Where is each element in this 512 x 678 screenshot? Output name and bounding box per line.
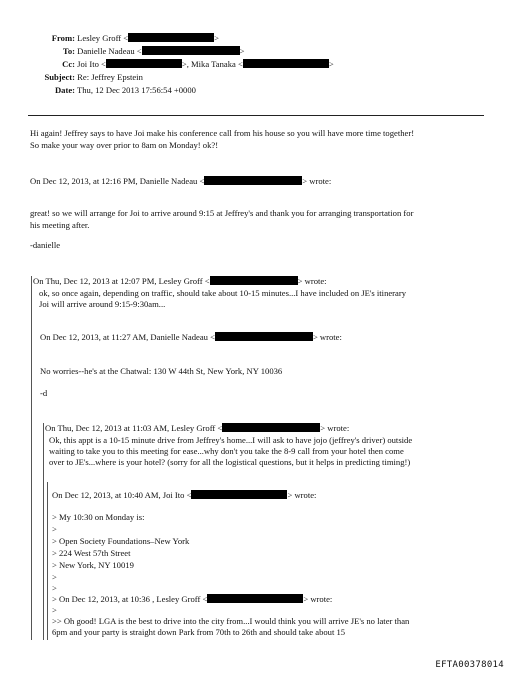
redaction-bar: [142, 46, 240, 55]
body-line-2: So make your way over prior to 8am on Monday! ok?!: [30, 140, 219, 150]
from-label: From:: [51, 33, 75, 43]
from-value: Lesley Groff <: [77, 33, 129, 43]
quote-header: > On Dec 12, 2013, at 10:36 , Lesley Groff < > wrote:: [52, 594, 333, 604]
from-row: From: Lesley Groff < >: [20, 33, 219, 44]
quote-text: 6pm and your party is straight down Park from 70th to 26th and should take about 15: [52, 627, 346, 637]
cc-label: Cc:: [62, 59, 75, 69]
quote-text: ok, so once again, depending on traffic, should take about 10-15 minutes...I have included on JE's itinerary: [39, 288, 407, 298]
redaction-bar: [243, 59, 329, 68]
quote-text: > New York, NY 10019: [52, 560, 134, 570]
date-value: Thu, 12 Dec 2013 17:56:54 +0000: [77, 85, 196, 95]
quote-text: >: [52, 605, 57, 615]
quote-text: great! so we will arrange for Joi to arrive around 9:15 at Jeffrey's and thank you for arranging transportation for: [30, 208, 414, 218]
quote-text: > My 10:30 on Monday is:: [52, 512, 145, 522]
quote-text: >: [52, 524, 57, 534]
cc-value-2: >, Mika Tanaka <: [181, 59, 243, 69]
quote-header: On Dec 12, 2013, at 10:40 AM, Joi Ito < > wrote:: [52, 490, 317, 500]
quote-bar: [31, 276, 32, 640]
quote-header: On Dec 12, 2013, at 12:16 PM, Danielle Nadeau < > wrote:: [30, 176, 332, 186]
quote-text: >: [52, 583, 57, 593]
to-label: To:: [62, 46, 75, 56]
quote-text: Joi will arrive around 9:15-9:30am...: [39, 299, 166, 309]
to-row: To: Danielle Nadeau < >: [20, 46, 245, 57]
quote-text: waiting to take you to this meeting for ease...why don't you take the 8-9 call from your hotel then come: [49, 446, 404, 456]
redaction-bar: [222, 423, 320, 432]
quote-text: his meeting after.: [30, 220, 90, 230]
subject-value: Re: Jeffrey Epstein: [77, 72, 143, 82]
subject-row: [20, 72, 143, 83]
quote-text: Ok, this appt is a 10-15 minute drive from Jeffrey's home...I will ask to have jojo (jeffrey's driver) outside: [49, 435, 413, 445]
quote-text: No worries--he's at the Chatwal: 130 W 44th St, New York, NY 10036: [40, 366, 283, 376]
quote-header: On Thu, Dec 12, 2013 at 11:03 AM, Lesley Groff < > wrote:: [45, 423, 350, 433]
redaction-bar: [210, 276, 298, 285]
redaction-bar: [106, 59, 182, 68]
cc-row: Cc: Joi Ito < >, Mika Tanaka < >: [20, 59, 334, 70]
subject-label: Subject:: [44, 72, 75, 82]
signature: -danielle: [30, 240, 61, 250]
to-value: Danielle Nadeau <: [77, 46, 142, 56]
body-line-1: Hi again! Jeffrey says to have Joi make his conference call from his house so you will have more time together!: [30, 128, 415, 138]
header-divider: [28, 115, 484, 116]
bates-number: EFTA00378014: [435, 660, 504, 670]
redaction-bar: [204, 176, 302, 185]
quote-header: On Thu, Dec 12, 2013 at 12:07 PM, Lesley Groff < > wrote:: [33, 276, 327, 286]
quote-text: >> Oh good! LGA is the best to drive into the city from...I would think you will arrive JE's no later than: [52, 616, 410, 626]
quote-text: over to JE's...where is your hotel? (sorry for all the logistical questions, but it helps in predicting timing!): [49, 457, 411, 467]
redaction-bar: [191, 490, 287, 499]
date-label: Date:: [54, 85, 75, 95]
redaction-bar: [207, 594, 303, 603]
quote-header: On Dec 12, 2013, at 11:27 AM, Danielle Nadeau < > wrote:: [40, 332, 342, 342]
redaction-bar: [128, 33, 214, 42]
quote-text: >: [52, 572, 57, 582]
signature: -d: [40, 388, 48, 398]
quote-bar: [43, 423, 44, 640]
quote-text: > 224 West 57th Street: [52, 548, 131, 558]
cc-value-1: Joi Ito <: [77, 59, 106, 69]
redaction-bar: [215, 332, 313, 341]
date-row: [20, 85, 196, 96]
quote-bar: [47, 482, 48, 640]
quote-text: > Open Society Foundations–New York: [52, 536, 190, 546]
